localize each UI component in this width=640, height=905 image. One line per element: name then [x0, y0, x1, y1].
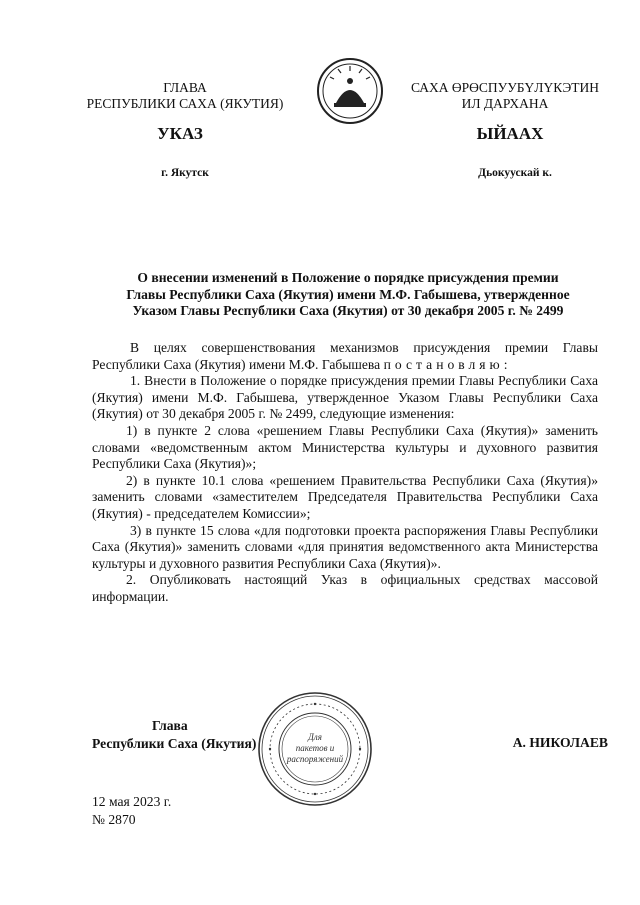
doc-type-left: УКАЗ	[157, 124, 203, 143]
paragraph-2: 2. Опубликовать настоящий Указ в официальных средствах массовой информации.	[92, 572, 598, 604]
document-number: № 2870	[92, 812, 136, 827]
seal-inner-line2: пакетов и	[295, 743, 335, 753]
header-left-line1: ГЛАВА	[163, 80, 207, 95]
title-line2: Главы Республики Саха (Якутия) имени М.Ф. Габышева, утвержденное	[126, 286, 570, 302]
doc-type-right: ЫЙААХ	[476, 124, 544, 143]
header-right	[390, 80, 620, 112]
header-right-line2: ИЛ ДАРХАНА	[461, 96, 549, 111]
preamble-resolve: постановляю:	[383, 356, 512, 372]
paragraph-1: 1. Внести в Положение о порядке присуждения премии Главы Республики Саха (Якутия) имени М.Ф. Габышева, утвержденное Указом Главы Республики Саха (Якутия) от 30 декабря 2005 г. № 2499, следующие изменения:	[92, 373, 598, 422]
paragraph-1-1: 1) в пункте 2 слова «решением Главы Республики Саха (Якутия)» заменить словами «ведомственным актом Министерства культуры и духовного развития Республики Саха (Якутия)»;	[92, 422, 598, 472]
header-right-line1: САХА ӨРӨСПУУБҮЛҮКЭТИН	[410, 80, 600, 95]
preamble-text: В целях совершенствования механизмов присуждения премии Главы Республики Саха (Якутия) имени М.Ф. Габышева	[92, 340, 598, 372]
signature-title-line2: Республики Саха (Якутия)	[92, 736, 257, 751]
header-left	[60, 80, 310, 112]
signatory-name: А. НИКОЛАЕВ	[512, 735, 608, 750]
document-body	[92, 340, 598, 606]
document-date: 12 мая 2023 г.	[92, 794, 172, 809]
seal-inner-line3: распоряжений	[286, 754, 344, 764]
seal-inner-line1: Для	[308, 732, 322, 742]
paragraph-preamble	[92, 340, 598, 373]
city-left: г. Якутск	[161, 167, 209, 179]
round-stamp-icon	[256, 690, 374, 808]
title-line3: Указом Главы Республики Саха (Якутия) от 30 декабря 2005 г. № 2499	[132, 303, 564, 318]
paragraph-1-3: 3) в пункте 15 слова «для подготовки проекта распоряжения Главы Республики Саха (Якутия)» заменить словами «для принятия ведомственного акта Министерства культуры и духовного развития Республики Саха (Якутия)».	[92, 522, 598, 571]
paragraph-1-2: 2) в пункте 10.1 слова «решением Правительства Республики Саха (Якутия)» заменить словами «заместителем Председателя Правительства Республики Саха (Якутия) - председателем Комиссии»;	[92, 472, 598, 521]
header-left-line2: РЕСПУБЛИКИ САХА (ЯКУТИЯ)	[86, 96, 284, 111]
title-line1: О внесении изменений в Положение о порядке присуждения премии	[137, 270, 559, 285]
coat-of-arms-icon	[316, 57, 384, 125]
signature-title-line1: Глава	[152, 718, 188, 733]
city-right: Дьокуускай к.	[478, 167, 552, 179]
document-title	[88, 270, 608, 320]
document-footer	[92, 793, 171, 829]
